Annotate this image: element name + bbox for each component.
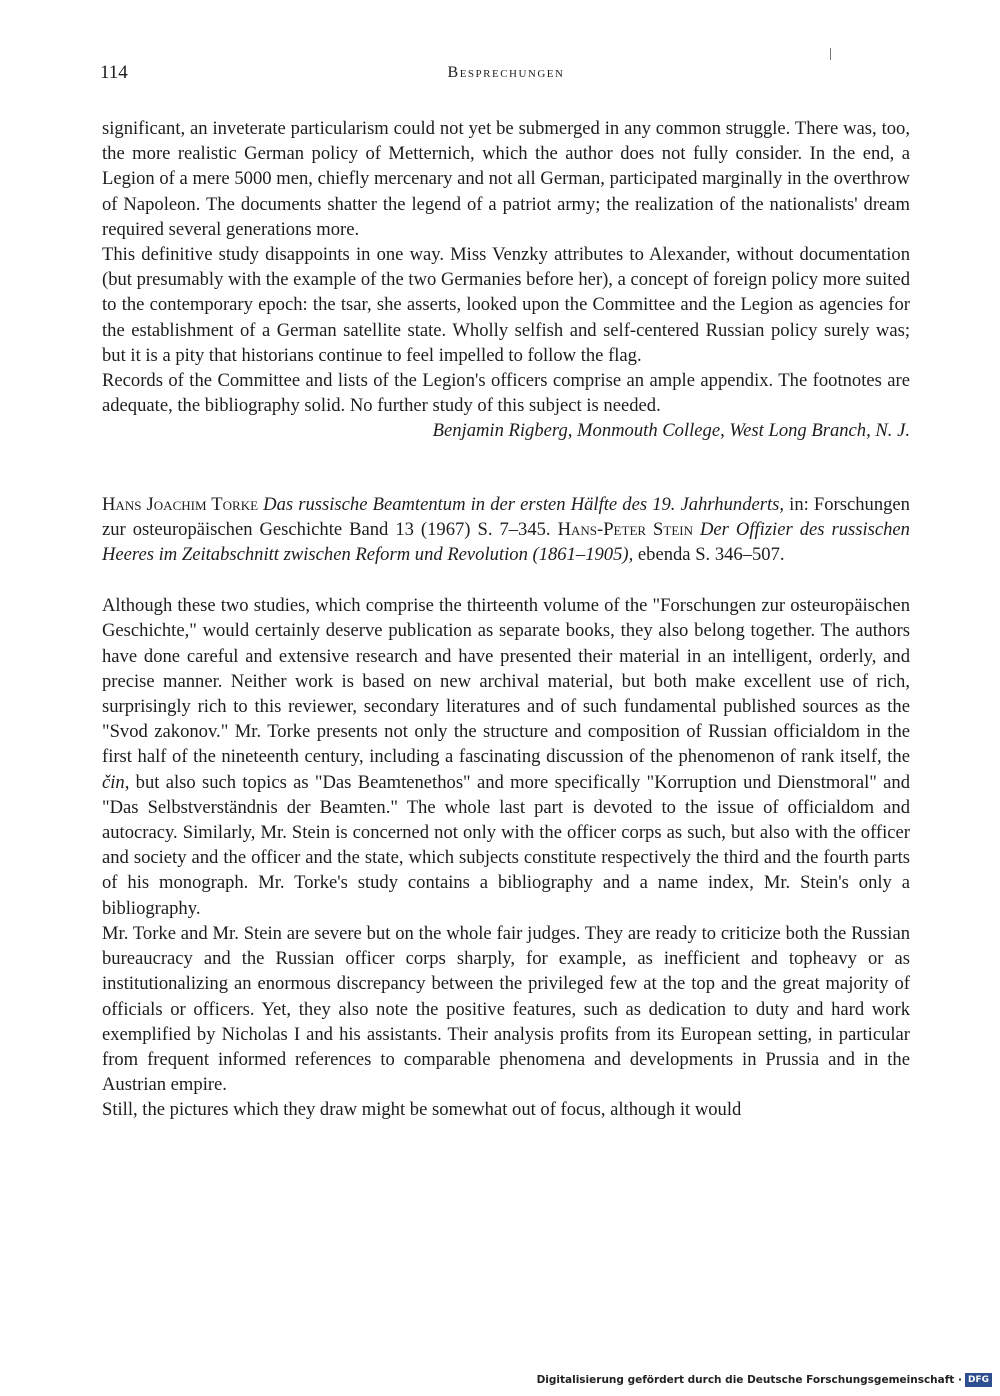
book-title-1: Das russische Beamtentum in der ersten Hälfte des 19. Jahrhunderts,: [263, 493, 785, 515]
review1-paragraph-2: This definitive study disappoints in one way. Miss Venzky attributes to Alexander, without documentation (but presumably with the example of the two Germanies before her), a concept of foreign policy more suited to the contemporary epoch: the tsar, she asserts, looked upon the Committee and the Legion as agencies for the establishment of a German satellite state. Wholly selfish and self-centered Russian policy surely was; but it is a pity that historians continue to feel impelled to follow the flag.: [102, 244, 910, 366]
book-publication-1: in: Forschungen zur osteuropäischen Geschichte Band 13 (1967) S. 7–345.: [102, 493, 910, 540]
digitization-footer: [537, 1372, 992, 1388]
review2-paragraph-2: Mr. Torke and Mr. Stein are severe but on the whole fair judges. They are ready to criticize both the Russian bureaucracy and the Russian officer corps sharply, for example, as inefficient and topheavy or as institutionalizing an enormous discrepancy between the privileged few at the top and the great majority of officials or officers. Yet, they also note the positive features, such as dedication to duty and hard work exemplified by Nicholas I and his assistants. Their analysis profits from its European setting, in particular from frequent informed references to comparable phenomena and developments in Prussia and in the Austrian empire.: [102, 922, 910, 1096]
book-author-1: Hans Joachim Torke: [102, 493, 259, 515]
book-title-2: Der Offizier des russischen Heeres im Zeitabschnitt zwischen Reform und Revolution (1861–1905),: [102, 518, 910, 566]
review2-paragraph-3: Still, the pictures which they draw might be somewhat out of focus, although it would: [102, 1099, 742, 1121]
scan-mark: [830, 48, 831, 60]
page-number: 114: [100, 62, 128, 83]
term-cin: čin,: [102, 771, 130, 793]
book-author-2: Hans-Peter Stein: [557, 518, 693, 540]
body-text: [102, 116, 910, 1123]
review2-paragraph-1-part-b: but also such topics as "Das Beamtenethos" and more specifically "Korruption und Dienstmoral" and "Das Selbstverständnis der Beamten." The whole last part is devoted to the issue of officialdom and autocracy. Similarly, Mr. Stein is concerned not only with the officer corps as such, but also with the officer and society and the officer and the state, which subjects constitute respectively the third and the fourth parts of his monograph. Mr. Torke's study contains a bibliography and a name index, Mr. Stein's only a bibliography.: [102, 771, 910, 919]
reviewer-signature: Benjamin Rigberg, Monmouth College, West Long Branch, N. J.: [432, 420, 910, 442]
running-head: Besprechungen: [447, 64, 565, 81]
review1-paragraph-1: significant, an inveterate particularism could not yet be submerged in any common struggle. There was, too, the more realistic German policy of Metternich, which the author does not fully consider. In the end, a Legion of a mere 5000 men, chiefly mercenary and not all German, participated marginally in the overthrow of Napoleon. The documents shatter the legend of a patriot army; the realization of the nationalists' dream required several generations more.: [102, 118, 910, 240]
review2-paragraph-1-part-a: Although these two studies, which comprise the thirteenth volume of the "Forschungen zur osteuropäischen Geschichte," would certainly deserve publication as separate books, they also belong together. The authors have done careful and extensive research and have presented their material in an intelligent, orderly, and precise manner. Neither work is based on new archival material, but both make excellent use of rich, surprisingly rich to this reviewer, secondary literatures and of such fundamental published sources as the "Svod zakonov." Mr. Torke presents not only the structure and composition of Russian officialdom in the first half of the nineteenth century, including a fascinating discussion of the phenomenon of rank itself, the: [102, 595, 910, 768]
review1-paragraph-3: Records of the Committee and lists of the Legion's officers comprise an ample appendix. The footnotes are adequate, the bibliography solid. No further study of this subject is needed.: [102, 370, 910, 417]
footer-text: Digitalisierung gefördert durch die Deutsche Forschungsgemeinschaft ·: [536, 1374, 962, 1386]
dfg-logo: DFG: [965, 1373, 992, 1387]
review2-heading: [102, 492, 910, 568]
review2-paragraph-1: [102, 593, 910, 921]
page-header: [100, 62, 912, 86]
book-publication-2: ebenda S. 346–507.: [637, 544, 785, 566]
